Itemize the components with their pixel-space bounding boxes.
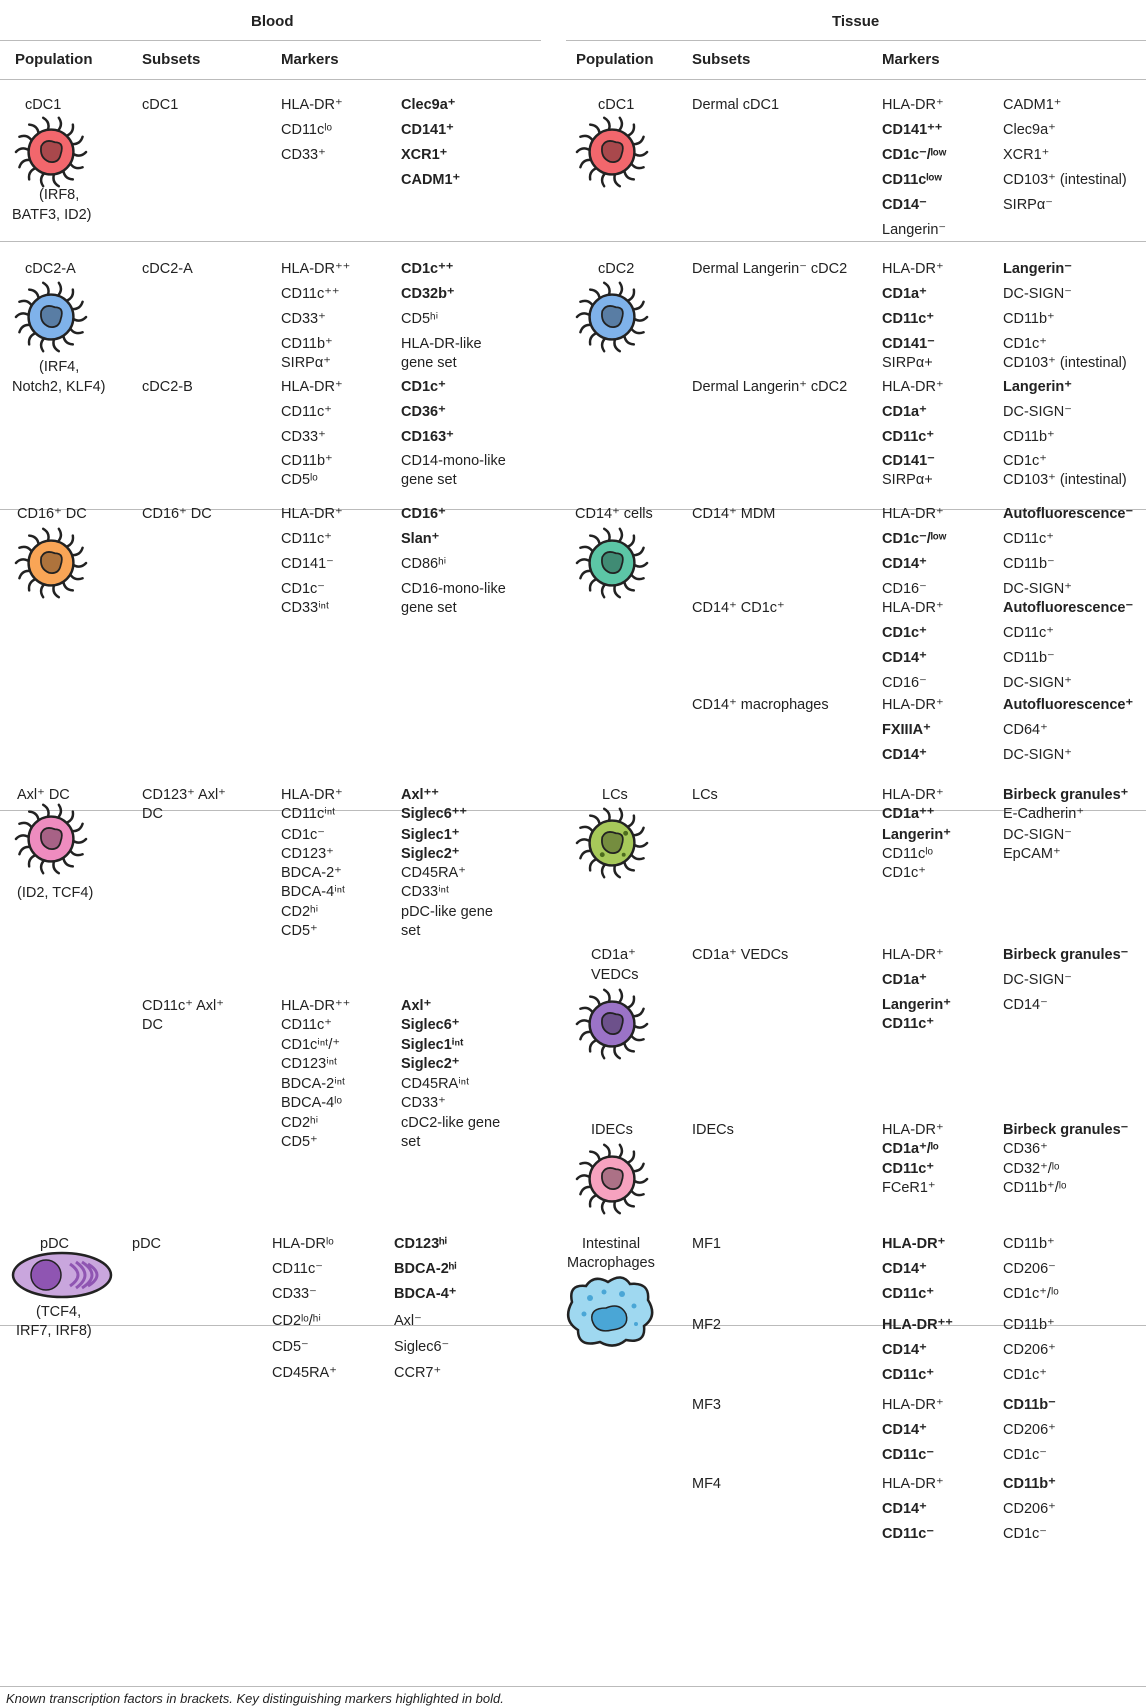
- cdc1-blood-cell-icon: [12, 113, 90, 191]
- b_axl1_m1f: BDCA-4ⁱⁿᵗ: [281, 884, 346, 900]
- t_mf4_m1c: CD11c⁻: [882, 1526, 934, 1542]
- row-separator: [0, 241, 1146, 242]
- b_axl_pop: Axl⁺ DC: [17, 787, 70, 803]
- t_ved_m1c: Langerin⁺: [882, 997, 951, 1013]
- t_mdm_m1d: CD16⁻: [882, 581, 927, 597]
- b_axl1_m2f: CD33ⁱⁿᵗ: [401, 884, 450, 900]
- t_mac_m1a: HLA-DR⁺: [882, 697, 944, 713]
- t_mf1_sub: MF1: [692, 1236, 721, 1252]
- t_lc_m1a: HLA-DR⁺: [882, 787, 944, 803]
- t_lc_m1d: CD11cˡᵒ: [882, 846, 933, 862]
- t_mac_m2a: Autofluorescence⁺: [1003, 697, 1134, 713]
- t_mf2_m2b: CD206⁺: [1003, 1342, 1056, 1358]
- b_cdc1_pop: cDC1: [25, 97, 62, 113]
- t_mf1_m1a: HLA-DR⁺: [882, 1236, 946, 1252]
- t_cdc2a_m1e: SIRPα+: [882, 355, 933, 371]
- t_mf4_m2a: CD11b⁺: [1003, 1476, 1056, 1492]
- t_idec_m1b: CD1a⁺/ˡᵒ: [882, 1141, 939, 1157]
- b_axl2_m1h: CD5⁺: [281, 1134, 318, 1150]
- t_cdc1_m1f: Langerin⁻: [882, 222, 947, 238]
- t_mf4_m2c: CD1c⁻: [1003, 1526, 1047, 1542]
- b_pdc_m2e: Siglec6⁻: [394, 1339, 450, 1355]
- t_cd1c_m1a: HLA-DR⁺: [882, 600, 944, 616]
- tissue-heading-rule: [566, 40, 1146, 41]
- b_pdc_m2d: Axl⁻: [394, 1313, 422, 1329]
- t_cdc1_pop: cDC1: [598, 97, 635, 113]
- t_mf3_m1a: HLA-DR⁺: [882, 1397, 944, 1413]
- b_cdc2a_m2d: HLA-DR-like: [401, 336, 482, 352]
- t_cdc1_m1b: CD141⁺⁺: [882, 122, 943, 138]
- t_ved_m2c: CD14⁻: [1003, 997, 1048, 1013]
- footnote: Known transcription factors in brackets. Key distinguishing markers highlighted in bold.: [6, 1691, 504, 1706]
- t_cd1c_m2a: Autofluorescence⁻: [1003, 600, 1134, 616]
- b_axl2_m1b: CD11c⁺: [281, 1017, 332, 1033]
- t_cdc1_m2c: XCR1⁺: [1003, 147, 1050, 163]
- t_mf1_m1c: CD11c⁺: [882, 1286, 934, 1302]
- t_idec_sub: IDECs: [692, 1122, 734, 1138]
- b_axl1_m2a: Axl⁺⁺: [401, 787, 439, 803]
- t_lc_m2c: DC-SIGN⁻: [1003, 827, 1072, 843]
- table-bottom-rule: [0, 1686, 1146, 1687]
- b_pdc_m1e: CD5⁻: [272, 1339, 309, 1355]
- t_cdc1_m2e: SIRPα⁻: [1003, 197, 1053, 213]
- t_mf3_m2c: CD1c⁻: [1003, 1447, 1047, 1463]
- t_mf4_sub: MF4: [692, 1476, 721, 1492]
- t_lc_pop: LCs: [602, 787, 628, 803]
- b_cdc2b_m1d: CD11b⁺: [281, 453, 333, 469]
- t_cdc2b_m2e: CD103⁺ (intestinal): [1003, 472, 1127, 488]
- b_axl1_m1d: CD123⁺: [281, 846, 334, 862]
- t_lc_m2d: EpCAM⁺: [1003, 846, 1061, 862]
- t_mf2_sub: MF2: [692, 1317, 721, 1333]
- b_cdc2b_m1b: CD11c⁺: [281, 404, 332, 420]
- b_cdc1_m1a: HLA-DR⁺: [281, 97, 343, 113]
- t_cdc2b_m1d: CD141⁻: [882, 453, 935, 469]
- b_axl2_m2d: Siglec2⁺: [401, 1056, 460, 1072]
- b_pdc_tf1: (TCF4,: [36, 1304, 82, 1320]
- t_idec_m2d: CD11b⁺/ˡᵒ: [1003, 1180, 1067, 1196]
- t_cdc2b_m2a: Langerin⁺: [1003, 379, 1072, 395]
- t_cdc2b_m2d: CD1c⁺: [1003, 453, 1047, 469]
- t_idec_m2a: Birbeck granules⁻: [1003, 1122, 1129, 1138]
- t_mdm_m2c: CD11b⁻: [1003, 556, 1055, 572]
- b_cdc2a_m1e: SIRPα⁺: [281, 355, 331, 371]
- t_im_pop2: Macrophages: [567, 1255, 655, 1271]
- t_cdc1_m1e: CD14⁻: [882, 197, 927, 213]
- t_mf3_m1c: CD11c⁻: [882, 1447, 934, 1463]
- b_cd16_m1d: CD1c⁻: [281, 581, 325, 597]
- b_axl1_m1g: CD2ʰⁱ: [281, 904, 319, 920]
- t_idec_m2b: CD36⁺: [1003, 1141, 1048, 1157]
- b_pdc_m2c: BDCA-4⁺: [394, 1286, 457, 1302]
- b_cdc2b_m1c: CD33⁺: [281, 429, 326, 445]
- b_axl2_m1a: HLA-DR⁺⁺: [281, 998, 351, 1014]
- b_cd16_m2a: CD16⁺: [401, 506, 446, 522]
- b_axl2_sub2: DC: [142, 1017, 163, 1033]
- t_cdc1_m1d: CD11cˡᵒʷ: [882, 172, 942, 188]
- b_cdc1_tf1: (IRF8,: [39, 187, 80, 203]
- b_pdc_m2b: BDCA-2ʰⁱ: [394, 1261, 457, 1277]
- b_cdc1_m2c: XCR1⁺: [401, 147, 448, 163]
- t_cdc2b_m1c: CD11c⁺: [882, 429, 934, 445]
- b_cdc1_m2b: CD141⁺: [401, 122, 454, 138]
- idec-cell-icon: [573, 1140, 651, 1218]
- b_cdc2b_m2c: CD163⁺: [401, 429, 454, 445]
- b_cd16_sub: CD16⁺ DC: [142, 506, 212, 522]
- b_axl2_m1c: CD1cⁱⁿᵗ/⁺: [281, 1037, 341, 1053]
- t_mac_m2b: CD64⁺: [1003, 722, 1048, 738]
- b_axl1_sub2: DC: [142, 806, 163, 822]
- b_axl1_m1c: CD1c⁻: [281, 827, 325, 843]
- t_mdm_m1b: CD1c⁻/ˡᵒʷ: [882, 531, 947, 547]
- blood-markers-header: Markers: [281, 51, 339, 68]
- b_cdc2b_m2e: gene set: [401, 472, 457, 488]
- t_ved_pop2: VEDCs: [591, 967, 639, 983]
- cd14-cell-icon: [573, 524, 651, 602]
- t_mf1_m2c: CD1c⁺/ˡᵒ: [1003, 1286, 1059, 1302]
- b_axl1_m2h: set: [401, 923, 421, 939]
- axl-dc-cell-icon: [12, 800, 90, 878]
- b_axl1_m2b: Siglec6⁺⁺: [401, 806, 468, 822]
- t_mdm_m1a: HLA-DR⁺: [882, 506, 944, 522]
- b_pdc_sub: pDC: [132, 1236, 162, 1252]
- b_cdc2a_m1a: HLA-DR⁺⁺: [281, 261, 351, 277]
- tissue-population-header: Population: [576, 51, 654, 68]
- tissue-subsets-header: Subsets: [692, 51, 751, 68]
- b_cdc1_tf2: BATF3, ID2): [12, 207, 92, 223]
- b_pdc_pop: pDC: [40, 1236, 70, 1252]
- blood-population-header: Population: [15, 51, 93, 68]
- t_mf3_sub: MF3: [692, 1397, 721, 1413]
- b_axl2_m2h: set: [401, 1134, 421, 1150]
- t_cdc2a_m2a: Langerin⁻: [1003, 261, 1072, 277]
- header-rule: [0, 79, 1146, 80]
- t_cdc1_sub: Dermal cDC1: [692, 97, 780, 113]
- t_mf3_m2b: CD206⁺: [1003, 1422, 1056, 1438]
- t_ved_pop1: CD1a⁺: [591, 947, 636, 963]
- cdc1-tissue-cell-icon: [573, 113, 651, 191]
- b_pdc_m2f: CCR7⁺: [394, 1365, 442, 1381]
- t_cd1c_m1b: CD1c⁺: [882, 625, 927, 641]
- b_cd16_m2d: CD16-mono-like: [401, 581, 506, 597]
- b_cd16_m1e: CD33ⁱⁿᵗ: [281, 600, 330, 616]
- tissue-markers-header: Markers: [882, 51, 940, 68]
- b_axl2_m2g: cDC2-like gene: [401, 1115, 501, 1131]
- b_cdc2a_m1b: CD11c⁺⁺: [281, 286, 340, 302]
- t_mf4_m2b: CD206⁺: [1003, 1501, 1056, 1517]
- b_axl2_m2c: Siglec1ⁱⁿᵗ: [401, 1037, 464, 1053]
- b_pdc_m2a: CD123ʰⁱ: [394, 1236, 448, 1252]
- lc-cell-icon: [573, 804, 651, 882]
- blood-heading-rule: [0, 40, 541, 41]
- t_cdc2a_m1a: HLA-DR⁺: [882, 261, 944, 277]
- t_cdc2a_sub: Dermal Langerin⁻ cDC2: [692, 261, 848, 277]
- cdc2-blood-cell-icon: [12, 278, 90, 356]
- b_pdc_tf2: IRF7, IRF8): [16, 1323, 92, 1339]
- b_cd16_m2e: gene set: [401, 600, 457, 616]
- b_cdc2a_sub: cDC2-A: [142, 261, 193, 277]
- b_axl1_m2g: pDC-like gene: [401, 904, 493, 920]
- b_cdc2a_m1d: CD11b⁺: [281, 336, 333, 352]
- t_lc_m1e: CD1c⁺: [882, 865, 926, 881]
- b_cdc2b_m2a: CD1c⁺: [401, 379, 446, 395]
- vedc-cell-icon: [573, 985, 651, 1063]
- tissue-heading: Tissue: [832, 13, 880, 30]
- b_axl2_m1e: BDCA-2ⁱⁿᵗ: [281, 1076, 346, 1092]
- t_mdm_m2a: Autofluorescence⁻: [1003, 506, 1134, 522]
- t_mdm_m2b: CD11c⁺: [1003, 531, 1054, 547]
- t_ved_m1b: CD1a⁺: [882, 972, 927, 988]
- b_cdc2a_m2b: CD32b⁺: [401, 286, 455, 302]
- t_ved_sub: CD1a⁺ VEDCs: [692, 947, 789, 963]
- cdc2-tissue-cell-icon: [573, 278, 651, 356]
- t_cdc2b_m2b: DC-SIGN⁻: [1003, 404, 1072, 420]
- t_cdc2b_m2c: CD11b⁺: [1003, 429, 1055, 445]
- b_axl_tf: (ID2, TCF4): [17, 885, 94, 901]
- b_cdc2a_m2a: CD1c⁺⁺: [401, 261, 454, 277]
- t_cdc2b_m1a: HLA-DR⁺: [882, 379, 944, 395]
- t_idec_m1c: CD11c⁺: [882, 1161, 934, 1177]
- t_mdm_m1c: CD14⁺: [882, 556, 927, 572]
- t_cdc1_m2a: CADM1⁺: [1003, 97, 1062, 113]
- b_axl2_m1f: BDCA-4ˡᵒ: [281, 1095, 342, 1111]
- t_mf2_m1a: HLA-DR⁺⁺: [882, 1317, 953, 1333]
- t_lc_m2a: Birbeck granules⁺: [1003, 787, 1129, 803]
- t_lc_m1c: Langerin⁺: [882, 827, 951, 843]
- b_cdc2a_m2c: CD5ʰⁱ: [401, 311, 439, 327]
- t_cdc2a_m2e: CD103⁺ (intestinal): [1003, 355, 1127, 371]
- b_axl2_m2e: CD45RAⁱⁿᵗ: [401, 1076, 470, 1092]
- t_mf2_m2c: CD1c⁺: [1003, 1367, 1047, 1383]
- t_cdc1_m2d: CD103⁺ (intestinal): [1003, 172, 1127, 188]
- t_mf2_m1b: CD14⁺: [882, 1342, 927, 1358]
- b_cdc1_m2a: Clec9a⁺: [401, 97, 456, 113]
- t_idec_m2c: CD32⁺/ˡᵒ: [1003, 1161, 1060, 1177]
- t_lc_m1b: CD1a⁺⁺: [882, 806, 935, 822]
- b_cd16_m2c: CD86ʰⁱ: [401, 556, 447, 572]
- t_lc_m2b: E-Cadherin⁺: [1003, 806, 1084, 822]
- t_cdc2a_m2d: CD1c⁺: [1003, 336, 1047, 352]
- t_mf1_m2b: CD206⁻: [1003, 1261, 1056, 1277]
- t_cdc1_m2b: Clec9a⁺: [1003, 122, 1056, 138]
- b_cd16_m2b: Slan⁺: [401, 531, 440, 547]
- b_cd16_m1b: CD11c⁺: [281, 531, 332, 547]
- b_cdc2_tf2: Notch2, KLF4): [12, 379, 106, 395]
- t_ved_m2a: Birbeck granules⁻: [1003, 947, 1129, 963]
- b_cd16_m1c: CD141⁻: [281, 556, 334, 572]
- b_axl2_sub1: CD11c⁺ Axl⁺: [142, 998, 224, 1014]
- b_cd16_m1a: HLA-DR⁺: [281, 506, 343, 522]
- t_mac_m2c: DC-SIGN⁺: [1003, 747, 1072, 763]
- b_axl1_sub1: CD123⁺ Axl⁺: [142, 787, 226, 803]
- t_cdc2a_m1d: CD141⁻: [882, 336, 935, 352]
- blood-heading: Blood: [251, 13, 294, 30]
- t_cd1c_m2b: CD11c⁺: [1003, 625, 1054, 641]
- t_mac_m1c: CD14⁺: [882, 747, 927, 763]
- b_axl2_m1g: CD2ʰⁱ: [281, 1115, 319, 1131]
- intestinal-macrophage-icon: [560, 1272, 660, 1350]
- t_mdm_sub: CD14⁺ MDM: [692, 506, 776, 522]
- t_cdc2a_m2b: DC-SIGN⁻: [1003, 286, 1072, 302]
- t_mf3_m1b: CD14⁺: [882, 1422, 927, 1438]
- b_axl1_m2d: Siglec2⁺: [401, 846, 460, 862]
- t_mf2_m1c: CD11c⁺: [882, 1367, 934, 1383]
- t_cdc1_m1a: HLA-DR⁺: [882, 97, 944, 113]
- b_axl1_m2e: CD45RA⁺: [401, 865, 466, 881]
- t_ved_m1a: HLA-DR⁺: [882, 947, 944, 963]
- t_cdc1_m1c: CD1c⁻/ˡᵒʷ: [882, 147, 947, 163]
- t_mf3_m2a: CD11b⁻: [1003, 1397, 1056, 1413]
- t_cd1c_m2c: CD11b⁻: [1003, 650, 1055, 666]
- blood-subsets-header: Subsets: [142, 51, 201, 68]
- pdc-cell-icon: [10, 1250, 114, 1300]
- b_cdc2b_m1e: CD5ˡᵒ: [281, 472, 318, 488]
- t_mf4_m1b: CD14⁺: [882, 1501, 927, 1517]
- t_mf1_m2a: CD11b⁺: [1003, 1236, 1055, 1252]
- t_mf2_m2a: CD11b⁺: [1003, 1317, 1055, 1333]
- b_axl1_m1e: BDCA-2⁺: [281, 865, 342, 881]
- b_cd16_pop: CD16⁺ DC: [17, 506, 87, 522]
- t_cdc2b_sub: Dermal Langerin⁺ cDC2: [692, 379, 848, 395]
- t_mf4_m1a: HLA-DR⁺: [882, 1476, 944, 1492]
- t_cdc2b_m1b: CD1a⁺: [882, 404, 927, 420]
- b_cdc1_m2d: CADM1⁺: [401, 172, 461, 188]
- t_lc_sub: LCs: [692, 787, 718, 803]
- t_cdc2a_m1b: CD1a⁺: [882, 286, 927, 302]
- b_cdc2a_m2e: gene set: [401, 355, 457, 371]
- b_axl2_m2a: Axl⁺: [401, 998, 432, 1014]
- t_cd1c_sub: CD14⁺ CD1c⁺: [692, 600, 785, 616]
- t_idec_m1d: FCeR1⁺: [882, 1180, 936, 1196]
- cd16-dc-cell-icon: [12, 524, 90, 602]
- t_ved_m1d: CD11c⁺: [882, 1016, 934, 1032]
- b_axl1_m1b: CD11cⁱⁿᵗ: [281, 806, 336, 822]
- b_axl1_m1a: HLA-DR⁺: [281, 787, 343, 803]
- t_cd1c_m1c: CD14⁺: [882, 650, 927, 666]
- b_cdc2_tf1: (IRF4,: [39, 359, 80, 375]
- t_mdm_m2d: DC-SIGN⁺: [1003, 581, 1072, 597]
- b_pdc_m1f: CD45RA⁺: [272, 1365, 337, 1381]
- t_ved_m2b: DC-SIGN⁻: [1003, 972, 1072, 988]
- t_cdc2_pop: cDC2: [598, 261, 635, 277]
- b_cdc2b_m2b: CD36⁺: [401, 404, 446, 420]
- t_cdc2a_m1c: CD11c⁺: [882, 311, 934, 327]
- t_mac_sub: CD14⁺ macrophages: [692, 697, 829, 713]
- t_cd1c_m1d: CD16⁻: [882, 675, 927, 691]
- t_mac_m1b: FXIIIA⁺: [882, 722, 931, 738]
- b_pdc_m1d: CD2ˡᵒ/ʰⁱ: [272, 1313, 321, 1329]
- t_im_pop1: Intestinal: [582, 1236, 641, 1252]
- b_cdc2a_m1c: CD33⁺: [281, 311, 326, 327]
- b_cdc2b_m2d: CD14-mono-like: [401, 453, 506, 469]
- b_pdc_m1b: CD11c⁻: [272, 1261, 323, 1277]
- b_pdc_m1a: HLA-DRˡᵒ: [272, 1236, 334, 1252]
- b_cdc2b_m1a: HLA-DR⁺: [281, 379, 343, 395]
- b_axl2_m1d: CD123ⁱⁿᵗ: [281, 1056, 338, 1072]
- t_cd1c_m2d: DC-SIGN⁺: [1003, 675, 1072, 691]
- b_axl1_m2c: Siglec1⁺: [401, 827, 460, 843]
- b_cdc1_m1c: CD33⁺: [281, 147, 326, 163]
- b_cdc1_m1b: CD11cˡᵒ: [281, 122, 332, 138]
- t_idec_pop: IDECs: [591, 1122, 633, 1138]
- b_cdc2b_sub: cDC2-B: [142, 379, 193, 395]
- t_cd14_pop: CD14⁺ cells: [575, 506, 653, 522]
- b_cdc1_sub: cDC1: [142, 97, 179, 113]
- b_axl2_m2f: CD33⁺: [401, 1095, 446, 1111]
- t_idec_m1a: HLA-DR⁺: [882, 1122, 944, 1138]
- b_axl2_m2b: Siglec6⁺: [401, 1017, 460, 1033]
- t_mf1_m1b: CD14⁺: [882, 1261, 927, 1277]
- b_pdc_m1c: CD33⁻: [272, 1286, 317, 1302]
- b_axl1_m1h: CD5⁺: [281, 923, 318, 939]
- t_cdc2b_m1e: SIRPα+: [882, 472, 933, 488]
- t_cdc2a_m2c: CD11b⁺: [1003, 311, 1055, 327]
- b_cdc2_pop: cDC2-A: [25, 261, 76, 277]
